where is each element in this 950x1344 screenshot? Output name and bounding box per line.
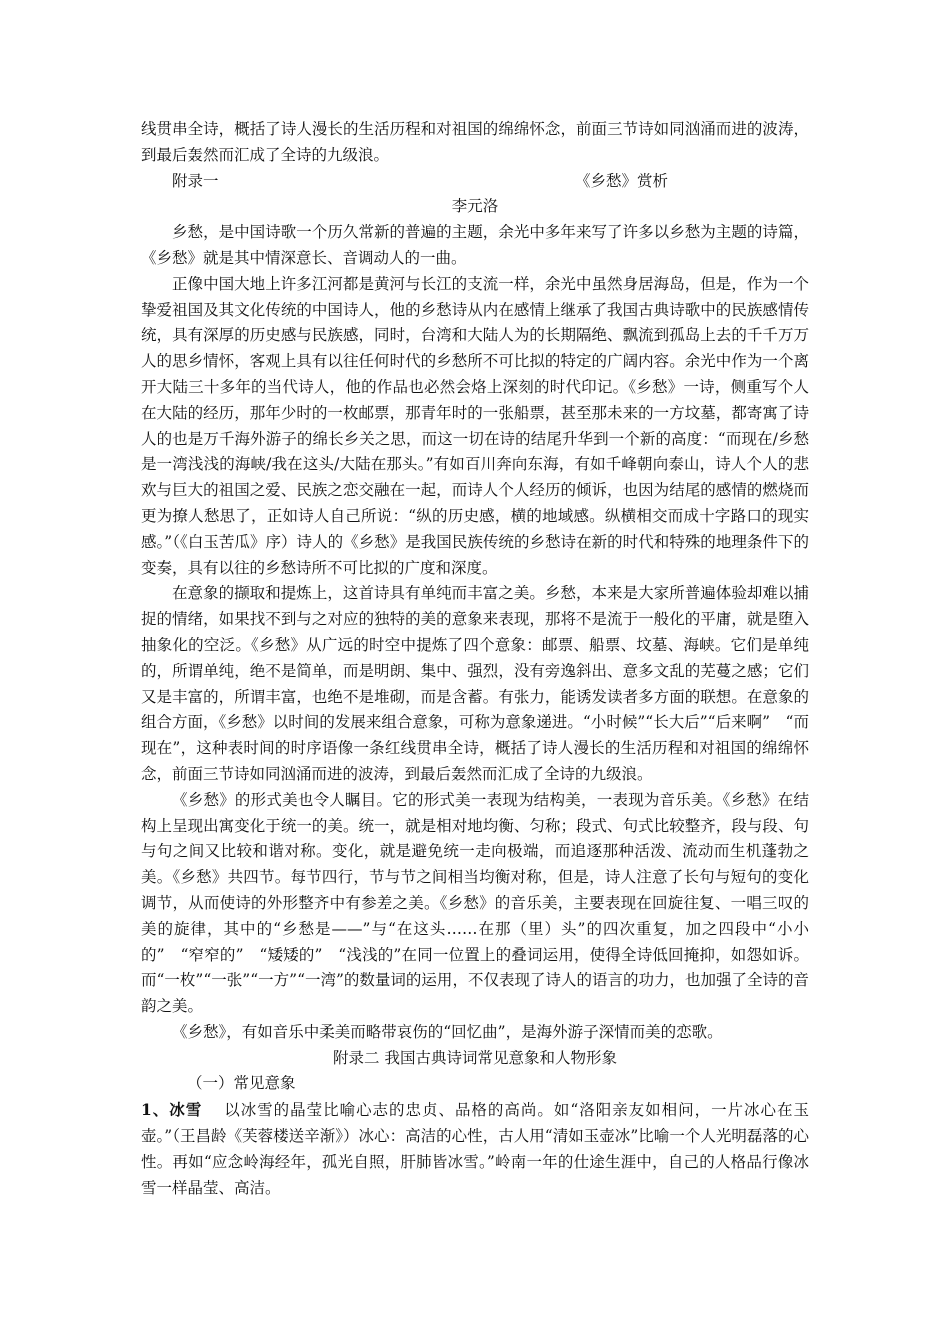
paragraph-tradition: 正像中国大地上许多江河都是黄河与长江的支流一样，余光中虽然身居海岛，但是，作为一个挚爱祖国及其文化传统的中国诗人，他的乡愁诗从内在感情上继承了我国古典诗歌中的民族感情传统，具有深厚的历史感与民族感，同时，台湾和大陆人为的长期隔绝、飘流到孤岛上去的千千万万人的思乡情怀，客观上具有以往任何时代的乡愁所不可比拟的特定的广阔内容。余光中作为一个离开大陆三十多年的当代诗人，他的作品也必然会烙上深刻的时代印记。《乡愁》一诗，侧重写个人在大陆的经历，那年少时的一枚邮票，那青年时的一张船票，甚至那未来的一方坟墓，都寄寓了诗人的也是万千海外游子的绵长乡关之思，而这一切在诗的结尾升华到一个新的高度：“而现在/乡愁是一湾浅浅的海峡/我在这头/大陆在那头。”有如百川奔向东海，有如千峰朝向泰山，诗人个人的悲欢与巨大的祖国之爱、民族之恋交融在一起，而诗人个人经历的倾诉，也因为结尾的感情的燃烧而更为撩人愁思了，正如诗人自己所说：“纵的历史感，横的地域感。纵横相交而成十字路口的现实感。”（《白玉苦瓜》序）诗人的《乡愁》是我国民族传统的乡愁诗在新的时代和特殊的地理条件下的变奏，具有以往的乡愁诗所不可比拟的广度和深度。 bbox=[141, 274, 809, 577]
appendix-one-label: 附录一 bbox=[172, 171, 219, 190]
document-page bbox=[141, 117, 809, 1201]
paragraph-imagery: 在意象的撷取和提炼上，这首诗具有单纯而丰富之美。乡愁，本来是大家所普遍体验却难以捕捉的情绪，如果找不到与之对应的独特的美的意象来表现，那将不是流于一般化的平庸，就是堕入抽象化的空泛。《乡愁》从广远的时空中提炼了四个意象：邮票、船票、坟墓、海峡。它们是单纯的，所谓单纯，绝不是简单，而是明朗、集中、强烈，没有旁逸斜出、意多文乱的芜蔓之感；它们又是丰富的，所谓丰富，也绝不是堆砌，而是含蓄。有张力，能诱发读者多方面的联想。在意象的组合方面，《乡愁》以时间的发展来组合意象，可称为意象递进。“小时候”“长大后”“后来啊” “而现在”，这种表时间的时序语像一条红线贯串全诗，概括了诗人漫长的生活历程和对祖国的绵绵怀念，前面三节诗如同汹涌而进的波涛，到最后轰然而汇成了全诗的九级浪。 bbox=[141, 584, 809, 783]
appendix-one-heading bbox=[141, 169, 809, 195]
author-name: 李元洛 bbox=[451, 197, 499, 216]
paragraph-conclusion: 《乡愁》，有如音乐中柔美而略带哀伤的“回忆曲”，是海外游子深情而美的恋歌。 bbox=[172, 1022, 723, 1041]
imagery-description: 以冰雪的晶莹比喻心志的忠贞、品格的高尚。如“洛阳亲友如相问，一片冰心在玉壶。”（王昌龄《芙蓉楼送辛渐》）冰心：高洁的心性，古人用“清如玉壶冰”比喻一个人光明磊落的心性。再如“应念岭海经年，孤光自照，肝肺皆冰雪。”岭南一年的仕途生涯中，自己的人格品行像冰雪一样晶莹、高洁。 bbox=[141, 1101, 809, 1197]
appendix-two-heading: 附录二 我国古典诗词常见意象和人物形象 bbox=[333, 1048, 617, 1067]
appendix-one-title: 《乡愁》赏析 bbox=[574, 171, 668, 190]
section-subheading: （一）常见意象 bbox=[187, 1074, 296, 1093]
imagery-entry bbox=[141, 1097, 809, 1201]
paragraph-continuation: 线贯串全诗，概括了诗人漫长的生活历程和对祖国的绵绵怀念，前面三节诗如同汹涌而进的波涛，到最后轰然而汇成了全诗的九级浪。 bbox=[141, 120, 809, 164]
imagery-term: 1、冰雪 bbox=[141, 1100, 203, 1120]
paragraph-intro: 乡愁，是中国诗歌一个历久常新的普遍的主题，余光中多年来写了许多以乡愁为主题的诗篇，《乡愁》就是其中情深意长、音调动人的一曲。 bbox=[141, 223, 809, 267]
paragraph-form: 《乡愁》的形式美也令人瞩目。它的形式美一表现为结构美，一表现为音乐美。《乡愁》在结构上呈现出寓变化于统一的美。统一，就是相对地均衡、匀称；段式、句式比较整齐，段与段、句与句之间又比较和谐对称。变化，就是避免统一走向极端，而追逐那种活泼、流动而生机蓬勃之美。《乡愁》共四节。每节四行，节与节之间相当均衡对称，但是，诗人注意了长句与短句的变化调节，从而使诗的外形整齐中有参差之美。《乡愁》的音乐美，主要表现在回旋往复、一唱三叹的美的旋律，其中的“乡愁是——”与“在这头……在那（里）头”的四次重复，加之四段中“小小的” “窄窄的” “矮矮的” “浅浅的”在同一位置上的叠词运用，使得全诗低回掩抑，如怨如诉。而“一枚”“一张”“一方”“一湾”的数量词的运用，不仅表现了诗人的语言的功力，也加强了全诗的音韵之美。 bbox=[141, 790, 809, 1016]
